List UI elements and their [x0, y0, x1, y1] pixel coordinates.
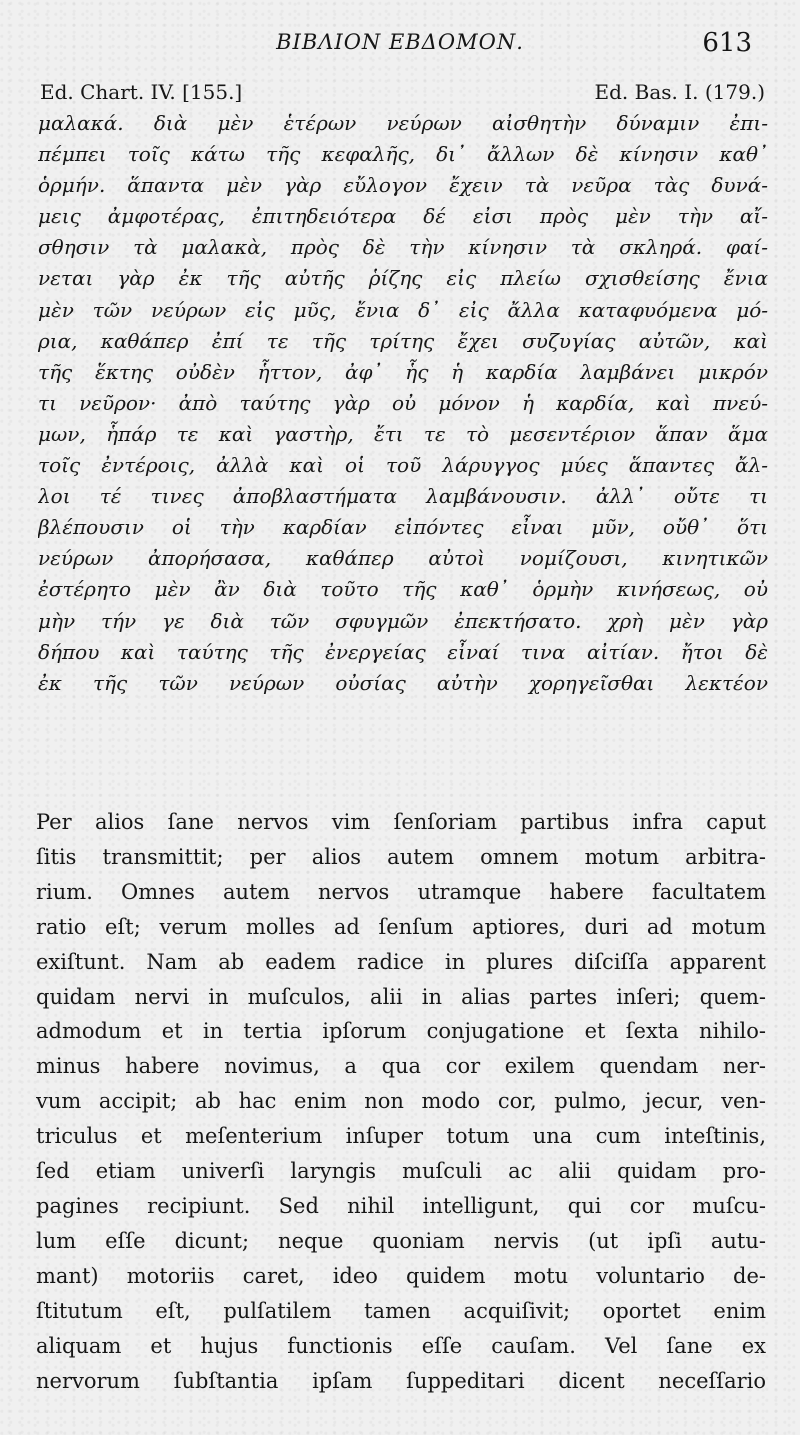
latin-line: lum eſſe dicunt; neque quoniam nervis (ut ipſi autu- [36, 1228, 766, 1253]
latin-line: aliquam et hujus functionis eſſe cauſam. Vel ſane ex [36, 1333, 766, 1358]
page-header [40, 30, 760, 60]
greek-line: μὲν τῶν νεύρων εἰς μῦς, ἔνια δ᾽ εἰς ἄλλα καταφυόμενα μό- [38, 297, 768, 322]
greek-line: μων, ἧπάρ τε καὶ γαστὴρ, ἔτι τε τὸ μεσεντέριον ἅπαν ἅμα [38, 421, 768, 446]
latin-line: vum accipit; ab hac enim non modo cor, pulmo, jecur, ven- [36, 1089, 766, 1114]
greek-line: μαλακά. διὰ μὲν ἑτέρων νεύρων αἰσθητὴν δύναμιν ἐπι- [38, 111, 768, 135]
latin-line: rium. Omnes autem nervos utramque habere facultatem [36, 879, 766, 904]
latin-line: ratio eſt; verum molles ad ſenſum aptiores, duri ad motum [36, 914, 766, 939]
greek-line: ἐστέρητο μὲν ἂν διὰ τοῦτο τῆς καθ᾽ ὁρμὴν κινήσεως, οὐ [38, 577, 768, 602]
latin-line: mant) motoriis caret, ideo quidem motu voluntario de- [36, 1263, 766, 1288]
latin-line: pagines recipiunt. Sed nihil intelligunt, qui cor muſcu- [36, 1193, 766, 1218]
latin-line: triculus et meſenterium inſuper totum una cum inteſtinis, [36, 1124, 766, 1149]
greek-line: νεται γὰρ ἐκ τῆς αὐτῆς ῥίζης εἰς πλείω σχισθείσης ἔνια [38, 266, 768, 291]
greek-line: ἐκ τῆς τῶν νεύρων οὐσίας αὐτὴν χορηγεῖσθαι λεκτέον [38, 670, 768, 695]
latin-line: ſitis transmittit; per alios autem omnem motum arbitra- [36, 844, 766, 869]
greek-line: δήπου καὶ ταύτης τῆς ἐνεργείας εἶναί τινα αἰτίαν. ἤτοι δὲ [38, 639, 768, 664]
latin-line: admodum et in tertia ipſorum conjugatione et ſexta nihilo- [36, 1019, 766, 1044]
latin-line: ſed etiam univerſi laryngis muſculi ac alii quidam pro- [36, 1159, 766, 1184]
greek-line: τι νεῦρον· ἀπὸ ταύτης γὰρ οὐ μόνον ἡ καρδία, καὶ πνεύ- [38, 390, 768, 415]
running-title: ΒΙΒΛΙΟΝ ΕΒΔΟΜΟΝ. [276, 30, 524, 54]
greek-line: τοῖς ἐντέροις, ἀλλὰ καὶ οἱ τοῦ λάρυγγος μύες ἅπαντες ἄλ- [38, 453, 768, 478]
greek-line: σθησιν τὰ μαλακὰ, πρὸς δὲ τὴν κίνησιν τὰ σκληρά. φαί- [38, 235, 768, 260]
latin-text-block [36, 805, 766, 1398]
greek-line: πέμπει τοῖς κάτω τῆς κεφαλῆς, δι᾽ ἄλλων δὲ κίνησιν καθ᾽ [38, 142, 768, 167]
greek-line: μὴν τήν γε διὰ τῶν σφυγμῶν ἐπεκτήσατο. χρὴ μὲν γὰρ [38, 608, 768, 633]
latin-line: minus habere novimus, a qua cor exilem quendam ner- [36, 1054, 766, 1079]
latin-line: exiſtunt. Nam ab eadem radice in plures diſciſſa apparent [36, 949, 766, 974]
latin-line: quidam nervi in muſculos, alii in alias partes inſeri; quem- [36, 984, 766, 1009]
greek-line: λοι τέ τινες ἀποβλαστήματα λαμβάνουσιν. ἀλλ᾽ οὔτε τι [38, 484, 768, 509]
greek-line: ὁρμήν. ἅπαντα μὲν γὰρ εὔλογον ἔχειν τὰ νεῦρα τὰς δυνά- [38, 173, 768, 198]
greek-line: ρια, καθάπερ ἐπί τε τῆς τρίτης ἔχει συζυγίας αὐτῶν, καὶ [38, 328, 768, 353]
greek-line: μεις ἀμφοτέρας, ἐπιτηδειότερα δέ εἰσι πρὸς μὲν τὴν αἴ- [38, 204, 768, 229]
edition-basel-reference: Ed. Bas. I. (179.) [594, 80, 765, 104]
greek-line: βλέπουσιν οἱ τὴν καρδίαν εἰπόντες εἶναι μῦν, οὔθ᾽ ὅτι [38, 515, 768, 540]
page-number: 613 [702, 28, 752, 58]
greek-line: τῆς ἕκτης οὐδὲν ἧττον, ἀφ᾽ ἧς ἡ καρδία λαμβάνει μικρόν [38, 359, 768, 384]
greek-line: νεύρων ἀπορήσασα, καθάπερ αὐτοὶ νομίζουσι, κινητικῶν [38, 546, 768, 571]
greek-text-block [38, 108, 768, 699]
latin-line: nervorum ſubſtantia ipſam ſuppeditari dicent neceſſario [36, 1368, 766, 1393]
latin-line: Per alios ſane nervos vim ſenſoriam partibus infra caput [36, 810, 766, 834]
edition-reference-line [40, 80, 765, 104]
edition-chartier-reference: Ed. Chart. IV. [155.] [40, 80, 243, 104]
latin-line: ſtitutum eſt, pulſatilem tamen acquiſivit; oportet enim [36, 1298, 766, 1323]
